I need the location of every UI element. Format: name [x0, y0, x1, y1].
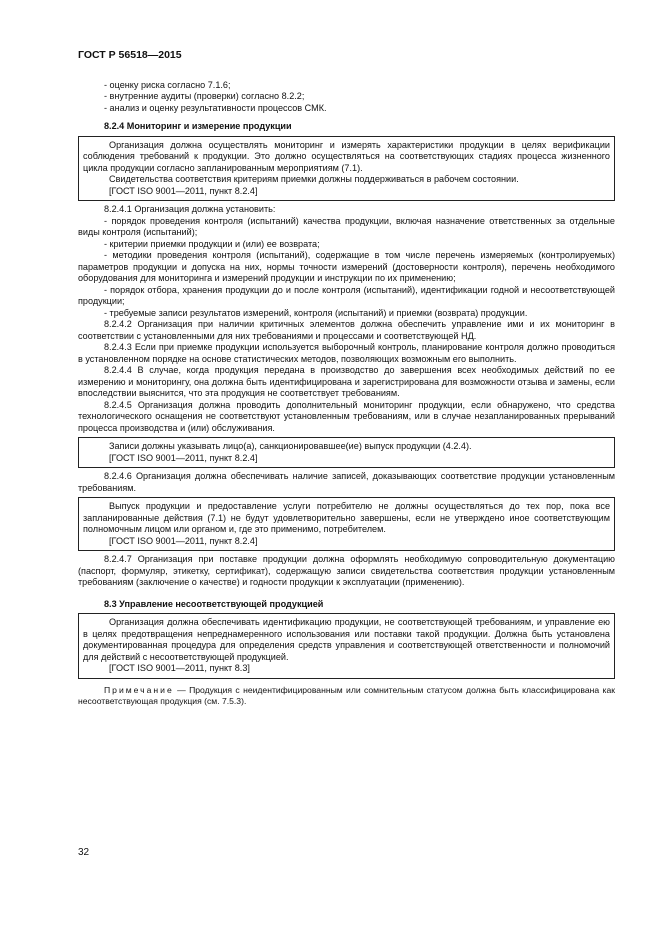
- paragraph-8-2-4-5: 8.2.4.5 Организация должна проводить дополнительный мониторинг продукции, если обнаружено, что средства технологического оснащения не соответствуют установленным требованиям, или в случае незапланированных прерываний процесса производства и (или) обслуживания.: [78, 399, 615, 433]
- paragraph-8-2-4-4: 8.2.4.4 В случае, когда продукция передана в производство до завершения всех необходимых действий по ее измерению и мониторингу, она должна быть идентифицирована и зарегистрирована для возможности отзыва и замены, если впоследствии выяснится, что эта продукция не соответствует требованиям.: [78, 365, 615, 398]
- quote-box-1: [78, 136, 615, 202]
- quote-text: Организация должна осуществлять мониторинг и измерять характеристики продукции в целях верификации соблюдения требований к продукции. Это должно осуществляться на соответствующих стадиях процесса жизненного цикла продукции согласно запланированным мероприятиям (7.1).: [83, 139, 610, 173]
- quote-reference: [ГОСТ ISO 9001—2011, пункт 8.2.4]: [109, 185, 258, 196]
- requirements-list: [78, 216, 615, 320]
- paragraph-8-2-4-2: 8.2.4.2 Организация при наличии критичных элементов должна обеспечить управление ими и их мониторинг в соответствии с установленными для них требованиями и процессами и соответствующей НД.: [78, 319, 615, 341]
- page-number: 32: [78, 847, 90, 858]
- section-heading-8-3: 8.3 Управление несоответствующей продукцией: [104, 598, 324, 609]
- quote-box-4: [78, 613, 615, 679]
- list-item: - анализ и оценку результативности процессов СМК.: [104, 102, 327, 113]
- paragraph-8-2-4-1: 8.2.4.1 Организация должна установить:: [104, 204, 276, 214]
- intro-list: [78, 80, 615, 115]
- quote-reference: [ГОСТ ISO 9001—2011, пункт 8.2.4]: [109, 452, 258, 463]
- quote-text: Выпуск продукции и предоставление услуги потребителю не должны осуществляться до тех пор, пока все запланированные действия (7.1) не будут удовлетворительно завершены, если не утверждено иное соответствующим полномочным лицом или органом и, где это применимо, потребителем.: [83, 501, 610, 534]
- quote-text: Свидетельства соответствия критериям приемки должны поддерживаться в рабочем состоянии.: [109, 174, 519, 184]
- quote-reference: [ГОСТ ISO 9001—2011, пункт 8.3]: [109, 663, 250, 673]
- quote-reference: [ГОСТ ISO 9001—2011, пункт 8.2.4]: [109, 535, 258, 546]
- section-heading-8-2-4: 8.2.4 Мониторинг и измерение продукции: [104, 121, 292, 131]
- list-item: - оценку риска согласно 7.1.6;: [104, 79, 231, 90]
- document-page: [78, 50, 615, 707]
- list-item: - порядок отбора, хранения продукции до и после контроля (испытаний), идентификации годной и несоответствующей продукции;: [78, 284, 615, 306]
- list-item: - методики проведения контроля (испытаний), содержащие в том числе перечень измеряемых (контролируемых) параметров продукции и допуска на них, нормы точности измерений (достоверности контроля), перечень необходимого оборудования для мониторинга и измерений продукции и инструкции по их применению;: [78, 250, 615, 283]
- document-header: ГОСТ Р 56518—2015: [78, 49, 182, 61]
- note-label: Примечание: [104, 684, 174, 695]
- list-item: - критерии приемки продукции и (или) ее возврата;: [104, 238, 320, 249]
- list-item: - требуемые записи результатов измерений, контроля (испытаний) и приемки (возврата) продукции.: [104, 307, 528, 318]
- paragraph-8-2-4-3: 8.2.4.3 Если при приемке продукции используется выборочный контроль, планирование контроля должно проводиться в установленном порядке на основе статистических методов, позволяющих возможным его выполнить.: [78, 342, 615, 364]
- quote-text: Организация должна обеспечивать идентификацию продукции, не соответствующей требованиям, и управление ею в целях предотвращения непреднамеренного использования или поставки такой продукции. Должна быть установлена документированная процедура для определения средств управления и соответствующей ответственности и полномочий для действий с несоответствующей продукцией.: [83, 617, 610, 662]
- paragraph-8-2-4-6: 8.2.4.6 Организация должна обеспечивать наличие записей, доказывающих соответствие продукции установленным требованиям.: [78, 471, 615, 493]
- list-item: - внутренние аудиты (проверки) согласно 8.2.2;: [104, 91, 305, 101]
- list-item: - порядок проведения контроля (испытаний) качества продукции, включая назначение ответственных за отдельные виды контроля (испытаний);: [78, 215, 615, 237]
- note-text: — Продукция с неидентифицированным или сомнительным статусом должна быть классифицирована как несоответствующая продукция (см. 7.5.3).: [78, 684, 615, 706]
- quote-box-3: [78, 497, 615, 551]
- quote-box-2: [78, 437, 615, 468]
- note: [78, 685, 615, 707]
- paragraph-8-2-4-7: 8.2.4.7 Организация при поставке продукции должна оформлять необходимую сопроводительную документацию (паспорт, формуляр, этикетку, сертификат), содержащую записи свидетельства соответствия продукции установленным требованиям (заключение о качестве) и годности продукции к эксплуатации (применению).: [78, 554, 615, 587]
- quote-text: Записи должны указывать лицо(а), санкционировавшее(ие) выпуск продукции (4.2.4).: [109, 441, 472, 451]
